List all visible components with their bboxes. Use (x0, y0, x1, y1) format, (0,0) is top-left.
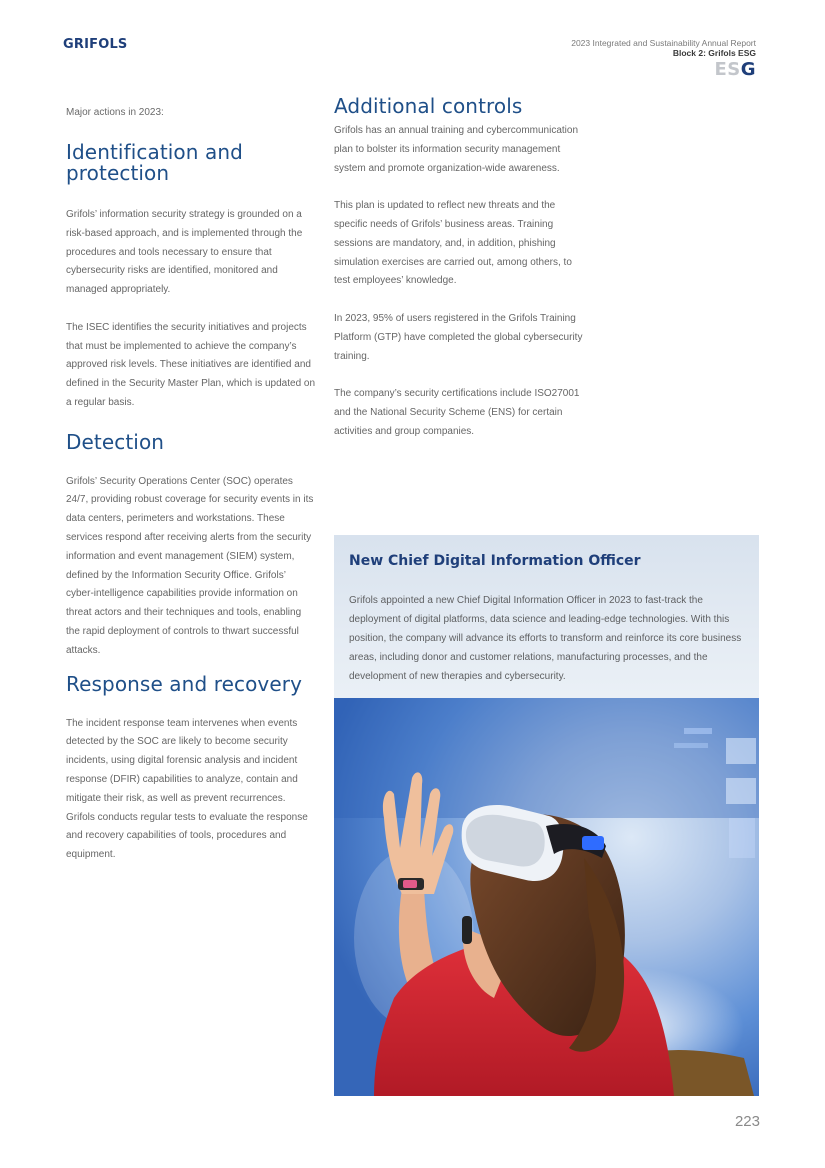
esg-g: G (740, 59, 756, 80)
report-header (571, 38, 756, 81)
controls-paragraph-1: Grifols has an annual training and cybercommunication plan to bolster its information security management system and promote organization-wide awareness. (334, 125, 579, 174)
controls-paragraph-2: This plan is updated to reflect new threats and the specific needs of Grifols’ business areas. Training sessions are mandatory, and, in addition, phishing simulation exercises are carried out, among others, to test employees’ knowledge. (334, 200, 572, 287)
controls-paragraph-4: The company’s security certifications include ISO27001 and the National Security Scheme (ENS) for certain activities and group companies. (334, 388, 580, 437)
controls-paragraph-3: In 2023, 95% of users registered in the Grifols Training Platform (GTP) have completed the global cybersecurity training. (334, 312, 583, 362)
response-paragraph: The incident response team intervenes when events detected by the SOC are likely to become security incidents, using digital forensic analysis and incident response (DFIR) capabilities to analyze, contain and mitigate their risk, as well as prevent recurrences. Grifols conducts regular tests to evaluate the response and recovery capabilities of tools, procedures and equipment. (66, 717, 308, 861)
identification-paragraph-2: The ISEC identifies the security initiatives and projects that must be implemented to achieve the company’s approved risk levels. These initiatives are identified and defined in the Security Master Plan, which is updated on a regular basis. (66, 321, 316, 408)
intro-text: Major actions in 2023: (66, 107, 164, 118)
cdio-callout-box (334, 535, 759, 698)
esg-es: ES (714, 59, 741, 80)
detection-heading: Detection (66, 429, 165, 454)
left-column (66, 104, 316, 884)
detection-paragraph: Grifols’ Security Operations Center (SOC) operates 24/7, providing robust coverage for security events in its data centers, perimeters and workstations. These services respond after receiving alerts from the security information and event management (SIEM) system, defined by the Information Security Office. Grifols’ cyber-intelligence capabilities provide information on threat actors and their techniques and tools, enabling the rapid deployment of controls to thwart successful attacks. (66, 475, 314, 656)
photo-illustration (334, 698, 759, 1096)
callout-title: New Chief Digital Information Officer (349, 553, 641, 569)
identification-paragraph-1: Grifols’ information security strategy is grounded on a risk-based approach, and is implemented through the procedures and tools necessary to ensure that cybersecurity risks are identified, monitored and managed appropriately. (66, 209, 303, 296)
additional-controls-heading: Additional controls (334, 94, 523, 118)
grifols-logo: GRIFOLS (63, 37, 128, 52)
response-heading: Response and recovery (66, 671, 303, 696)
callout-body: Grifols appointed a new Chief Digital Information Officer in 2023 to fast-track the deployment of digital platforms, data science and leading-edge technologies. With this position, the company will advance its efforts to transform and reinforce its core business areas, including donor and customer relations, manufacturing processes, and the development of new therapies and cybersecurity. (349, 595, 742, 682)
right-column (334, 96, 584, 460)
block-label: Block 2: Grifols ESG (672, 48, 756, 58)
vr-headset-photo (334, 698, 759, 1096)
identification-heading: Identification and protection (66, 140, 243, 185)
page-number: 223 (734, 1113, 760, 1130)
esg-badge (571, 59, 756, 81)
report-title: 2023 Integrated and Sustainability Annual Report (571, 38, 756, 48)
